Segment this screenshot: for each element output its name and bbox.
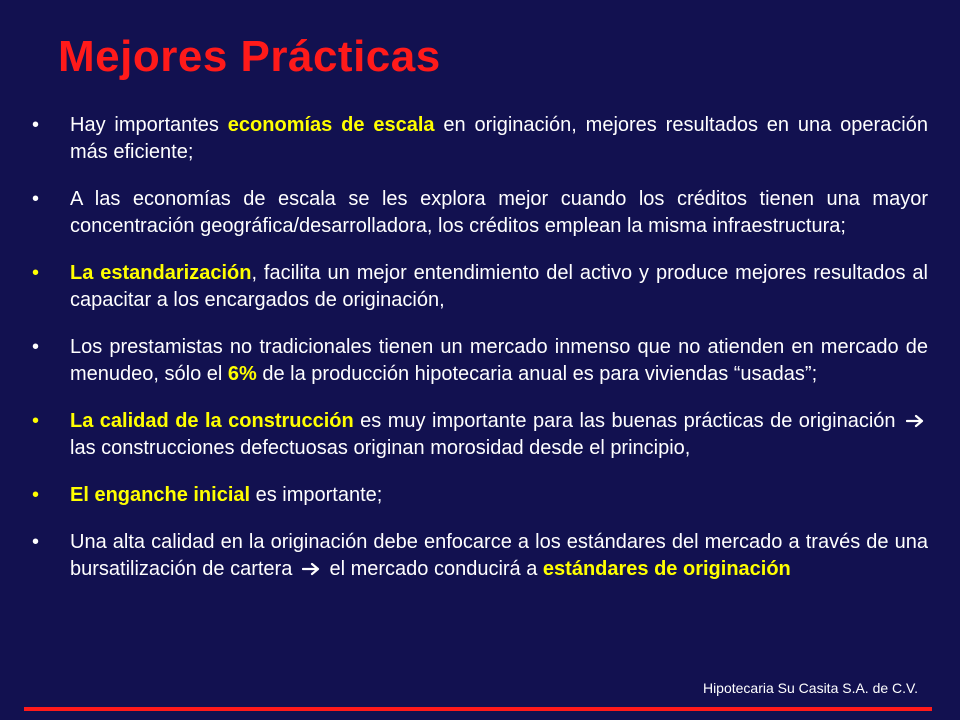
bullet-text: de la producción hipotecaria anual es para viviendas “usadas”; bbox=[256, 363, 818, 385]
bullet-marker: • bbox=[32, 336, 40, 358]
bullet-list bbox=[32, 112, 928, 603]
bullet-marker: • bbox=[32, 410, 40, 432]
bullet-marker: • bbox=[32, 188, 40, 210]
bullet-highlight: 6% bbox=[227, 363, 257, 385]
bullet-marker: • bbox=[32, 484, 40, 506]
bullet-item-4 bbox=[32, 334, 928, 388]
bullet-item-3 bbox=[32, 260, 928, 314]
bullet-text: las construcciones defectuosas originan morosidad desde el principio, bbox=[70, 437, 691, 459]
bullet-highlight: La estandarización bbox=[70, 262, 252, 284]
bullet-item-7 bbox=[32, 529, 928, 583]
bullet-marker: • bbox=[32, 531, 40, 553]
right-arrow-icon bbox=[906, 414, 926, 428]
bullet-highlight: La calidad de la construcción bbox=[70, 410, 354, 432]
bullet-text: Hay importantes bbox=[70, 114, 228, 136]
bullet-item-6 bbox=[32, 482, 928, 509]
bullet-text: es muy importante para las buenas prácticas de originación bbox=[353, 410, 896, 432]
bullet-item-2 bbox=[32, 186, 928, 240]
bullet-marker: • bbox=[32, 262, 40, 284]
bullet-text: , facilita un mejor entendimiento del activo y produce mejores resultados al capacitar a los encargados de originación, bbox=[70, 262, 928, 311]
bullet-text: Los prestamistas no tradicionales tienen un mercado inmenso que no atienden en mercado de menudeo, sólo el bbox=[70, 336, 928, 385]
bullet-text: A las economías de escala se les explora mejor cuando los créditos tienen una mayor concentración geográfica/desarrolladora, los créditos emplean la misma infraestructura; bbox=[70, 188, 928, 237]
bullet-highlight: El enganche inicial bbox=[70, 484, 251, 506]
bullet-text: en originación, mejores resultados en una operación más eficiente; bbox=[70, 114, 929, 163]
footer-divider bbox=[24, 707, 932, 711]
slide-title: Mejores Prácticas bbox=[58, 32, 441, 81]
right-arrow-icon bbox=[302, 562, 322, 576]
bullet-highlight: economías de escala bbox=[227, 114, 435, 136]
footer-company: Hipotecaria Su Casita S.A. de C.V. bbox=[702, 680, 918, 696]
bullet-marker: • bbox=[32, 114, 40, 136]
bullet-text: Una alta calidad en la originación debe enfocarce a los estándares del mercado a través de una bursatilización de cartera bbox=[70, 531, 928, 580]
bullet-highlight: estándares de originación bbox=[542, 558, 791, 580]
bullet-text: el mercado conducirá a bbox=[323, 558, 543, 580]
bullet-item-5 bbox=[32, 408, 928, 462]
bullet-item-1 bbox=[32, 112, 928, 166]
bullet-text: es importante; bbox=[250, 484, 383, 506]
